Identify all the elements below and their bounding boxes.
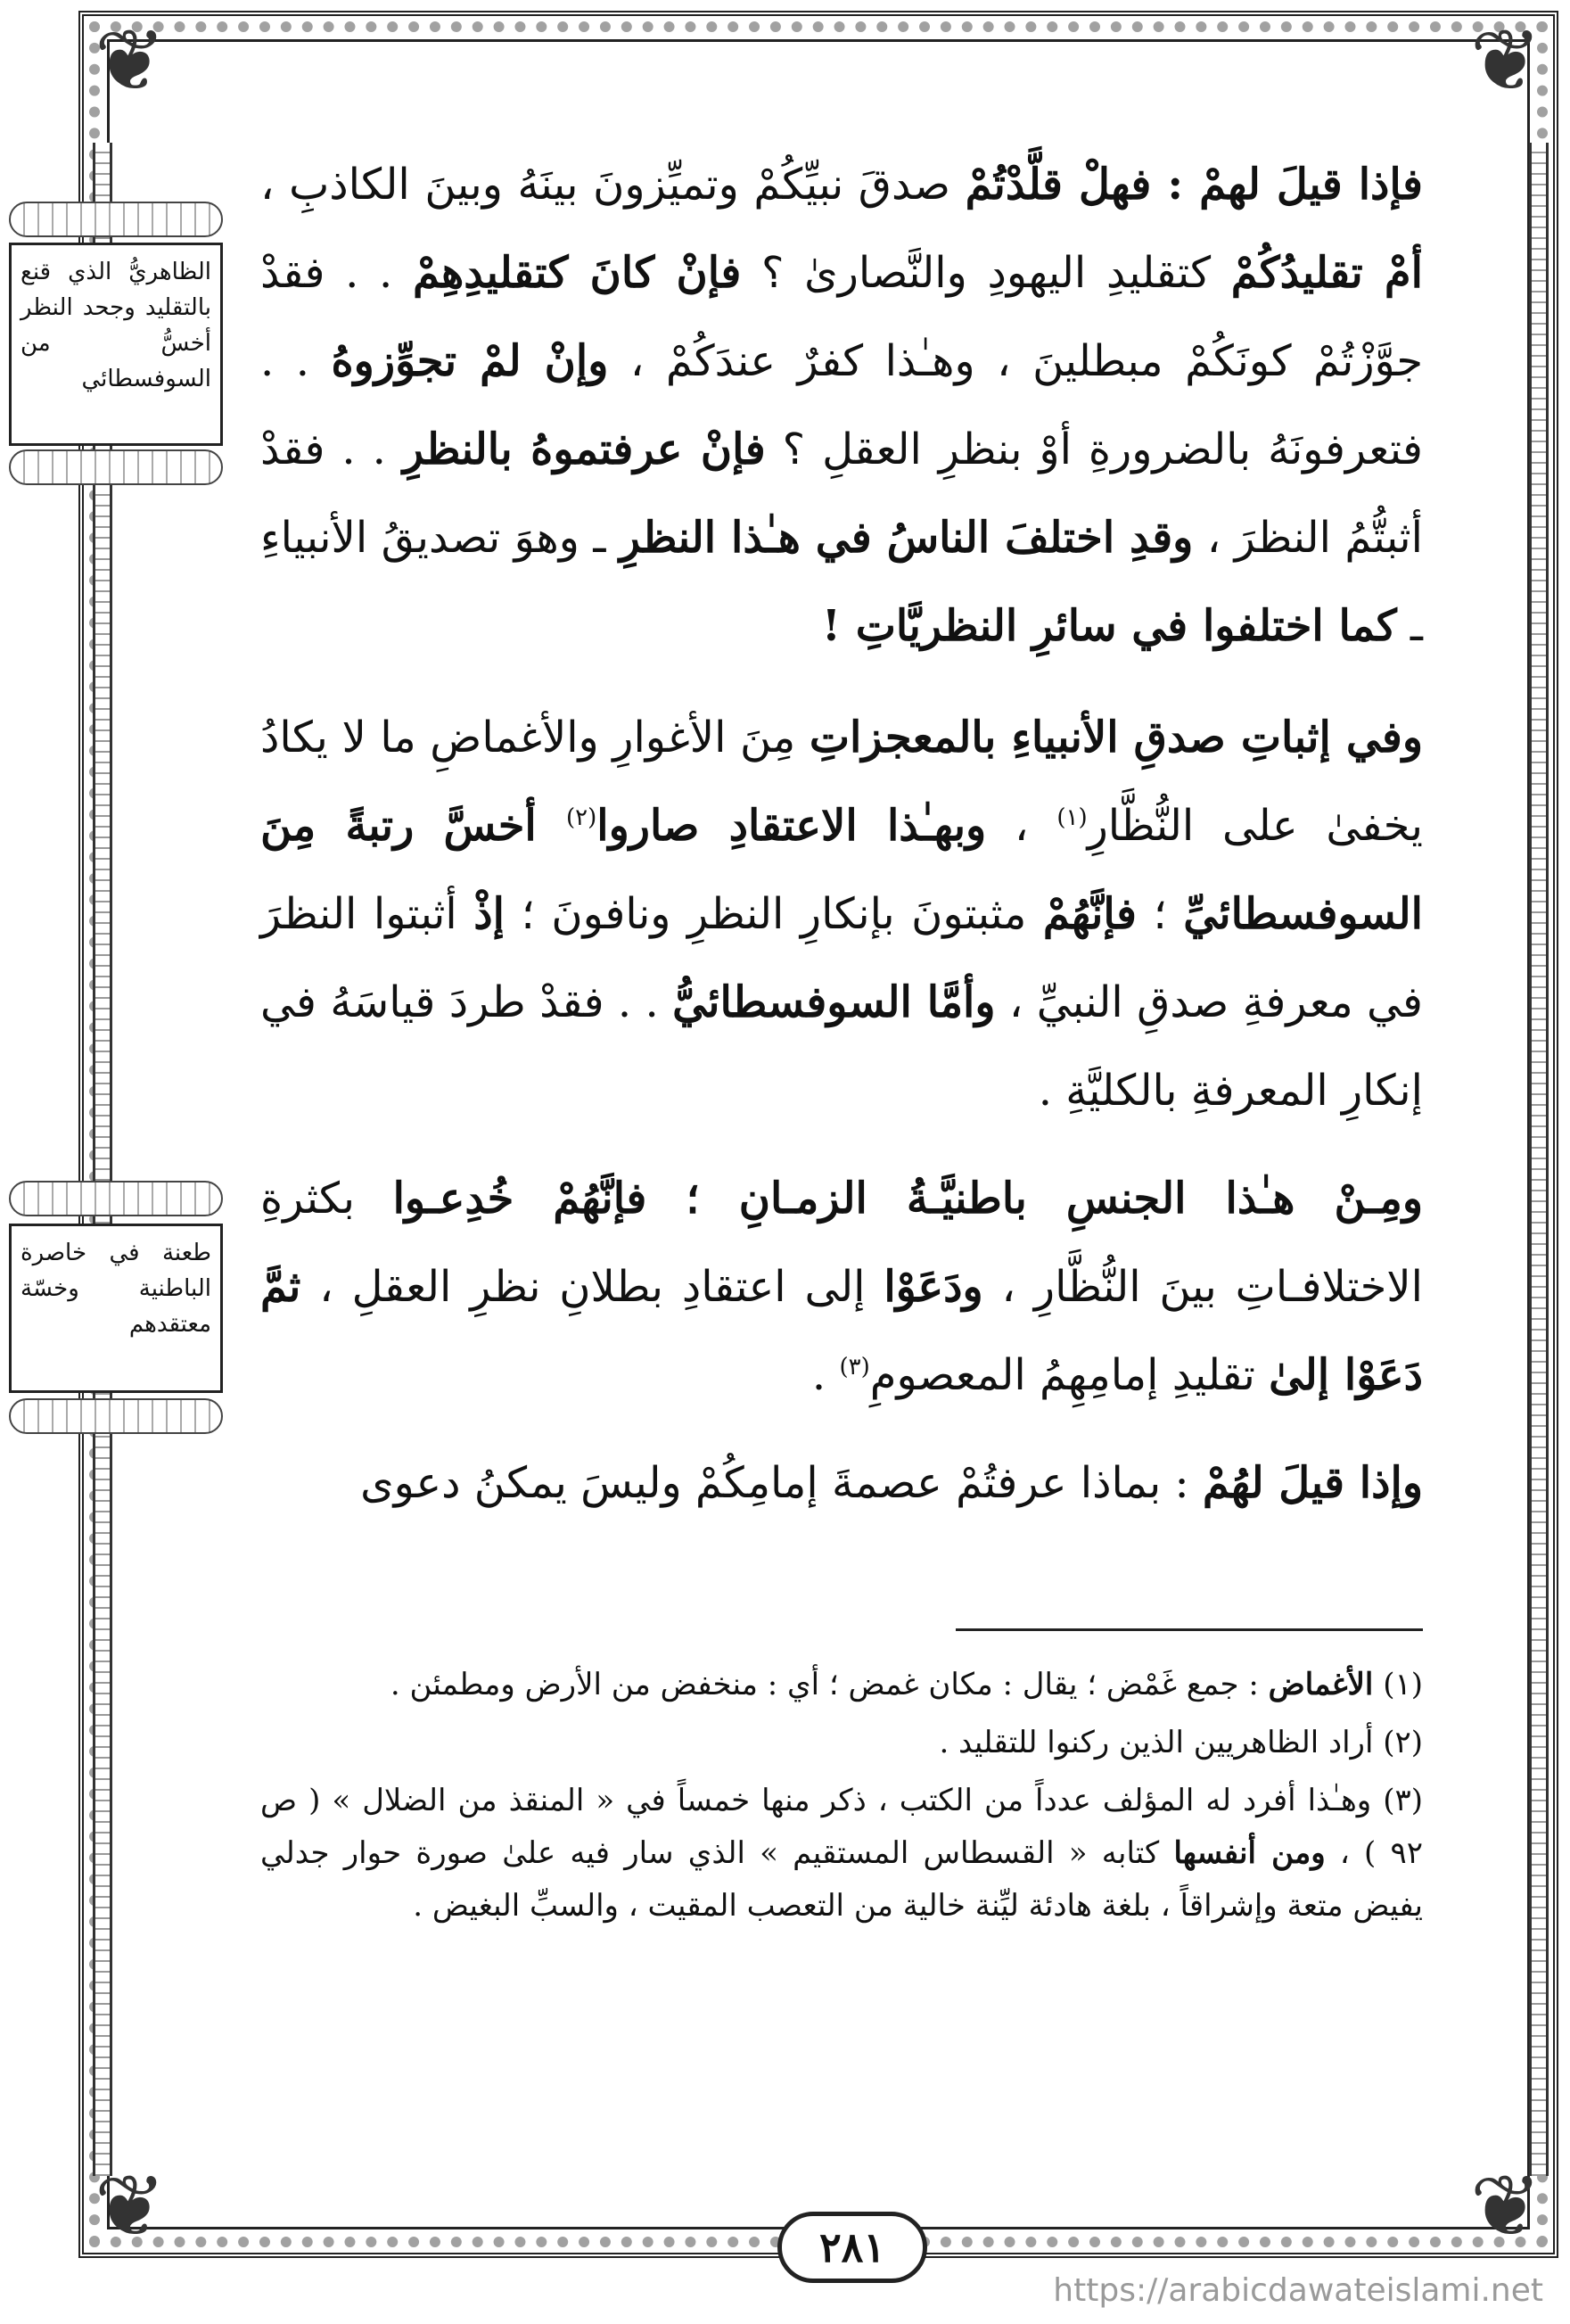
bold-text-segment: فإنْ كانَ كتقليدِهِمْ (413, 248, 742, 298)
footnote (260, 1775, 1423, 1933)
text-segment: إلى اعتقادِ بطلانِ نظرِ العقلِ ، (300, 1262, 884, 1312)
bold-text-segment: وإذا قيلَ لهُمْ (1202, 1458, 1423, 1508)
floral-corner-icon: ❦ (1469, 2156, 1542, 2256)
paragraph (260, 141, 1423, 671)
margin-note-ornament (9, 1181, 223, 1216)
bold-text-segment: فإنَّهُمْ (1042, 889, 1137, 939)
text-segment: . (811, 1350, 840, 1400)
main-text (260, 141, 1423, 1528)
paragraph (260, 1155, 1423, 1420)
text-segment: (٢) أراد الظاهريين الذين ركنوا للتقليد . (939, 1725, 1423, 1760)
text-segment: : بماذا عرفتُمْ عصمةَ إمامِكُمْ وليسَ يمكنُ دعوى (360, 1458, 1203, 1508)
text-segment: بكثرةِ الاختلافـاتِ بينَ النُّظَّارِ ، (260, 1174, 1424, 1312)
footnote-separator (956, 1628, 1423, 1631)
text-segment: . . فقدْ جوَّزْتُمْ كونَكُمْ مبطلينَ ، وهـٰذا كفرٌ عندَكُمْ ، (260, 248, 1424, 386)
text-segment: . . فتعرفونَهُ بالضرورةِ أوْ بنظرِ العقلِ ؟ (260, 336, 1423, 474)
text-segment: كتابه « القسطاس المستقيم » الذي سار فيه علىٰ صورة حوار جدلي يفيض متعة وإشراقاً ، بلغة هادئة ليِّنة خالية من التعصب المقيت ، والسبِّ البغيض . (260, 1835, 1423, 1924)
floral-corner-icon: ❦ (94, 2156, 167, 2256)
paragraph (260, 1439, 1423, 1528)
text-segment: . . فقدْ أثبتُّمُ النظرَ ، (260, 424, 1423, 563)
bold-text-segment: أخسَّ رتبةً مِنَ السوفسطائيِّ (260, 801, 1424, 939)
bold-text-segment: وبهـٰذا الاعتقادِ صاروا (596, 801, 987, 851)
text-segment: (١) (1373, 1667, 1423, 1702)
margin-note: الظاهريُّ الذي قنع بالتقليد وجحد النظر أخسُّ من السوفسطائي (9, 243, 223, 446)
bold-text-segment: ودَعَوْا (884, 1262, 983, 1312)
margin-note-ornament (9, 1398, 223, 1434)
floral-corner-icon: ❦ (1469, 11, 1542, 111)
footnote (260, 1659, 1423, 1711)
text-segment: تقليدِ إمامِهِمُ المعصومِ (869, 1350, 1270, 1400)
bold-text-segment: فإنْ عرفتموهُ بالنظرِ (402, 424, 766, 474)
text-segment: ، (986, 801, 1057, 851)
bold-text-segment: أمْ تقليدُكُمْ (1230, 248, 1423, 298)
footnote-marker: (٣) (839, 1354, 870, 1380)
bold-text-segment: ومِـنْ هـٰذا الجنسِ باطنيَّـةُ الزمـانِ ؛ فإنَّهُمْ خُدِعـوا (392, 1174, 1423, 1224)
text-segment: ؛ (1136, 889, 1184, 939)
floral-corner-icon: ❦ (94, 11, 167, 111)
footnotes (260, 1659, 1423, 1938)
footnote-marker: (٢) (565, 804, 597, 831)
text-segment: أثبتوا النظرَ في معرفةِ صدقِ النبيِّ ، (260, 889, 1424, 1027)
text-segment: : جمع غَمْض ؛ يقال : مكان غمض ؛ أي : منخفض من الأرض ومطمئن . (390, 1667, 1269, 1702)
bold-text-segment: الأغماض (1268, 1667, 1374, 1702)
text-segment: (٣) وهـٰذا أفرد له المؤلف عدداً من الكتب ، ذكر منها خمساً في « المنقذ من الضلال » ( ص ٩٢ ) ، (260, 1783, 1423, 1871)
margin-note: طعنة في خاصرة الباطنية وخسّة معتقدهم (9, 1224, 223, 1393)
bold-text-segment: ثمَّ دَعَوْا إلىٰ (260, 1262, 1423, 1400)
text-segment: ـ وهوَ تصديقُ الأنبياءِ ـ (260, 513, 1423, 651)
bold-text-segment: ومن أنفسها (1173, 1835, 1326, 1871)
bold-text-segment: وإنْ لمْ تجوِّزوهُ (331, 336, 609, 386)
bold-text-segment: وقدِ اختلفَ الناسُ في هـٰذا النظرِ (619, 513, 1194, 563)
text-segment: مِنَ الأغوارِ والأغماضِ ما لا يكادُ يخفىٰ على النُّظَّارِ (260, 713, 1424, 851)
margin-note-ornament (9, 202, 223, 237)
right-border-rail (1529, 143, 1549, 2176)
footnote (260, 1717, 1423, 1769)
bold-text-segment: إذْ (473, 889, 505, 939)
bold-text-segment: كما اختلفوا في سائرِ النظريَّاتِ ! (821, 601, 1397, 651)
page-number: ٢٨١ (777, 2212, 927, 2283)
bold-text-segment: وفي إثباتِ صدقِ الأنبياءِ بالمعجزاتِ (809, 713, 1423, 762)
margin-note-ornament (9, 449, 223, 485)
bold-text-segment: وأمَّا السوفسطائيُّ (672, 977, 996, 1027)
text-segment: صدقَ نبيِّكُمْ وتميِّزونَ بينَهُ وبينَ الكاذبِ ، (260, 160, 966, 210)
left-border-rail (93, 143, 112, 2176)
text-segment: . . فقدْ طردَ قياسَهُ في إنكارِ المعرفةِ بالكليَّةِ . (260, 977, 1423, 1116)
footnote-marker: (١) (1056, 804, 1088, 831)
text-segment: كتقليدِ اليهودِ والنَّصارىٰ ؟ (741, 248, 1231, 298)
paragraph (260, 694, 1423, 1135)
watermark-url: https://arabicdawateislami.net (1053, 2272, 1543, 2309)
text-segment: مثبتونَ بإنكارِ النظرِ ونافونَ ؛ (504, 889, 1043, 939)
bold-text-segment: فإذا قيلَ لهمْ : فهلْ قلَّدْتُمْ (965, 160, 1423, 210)
